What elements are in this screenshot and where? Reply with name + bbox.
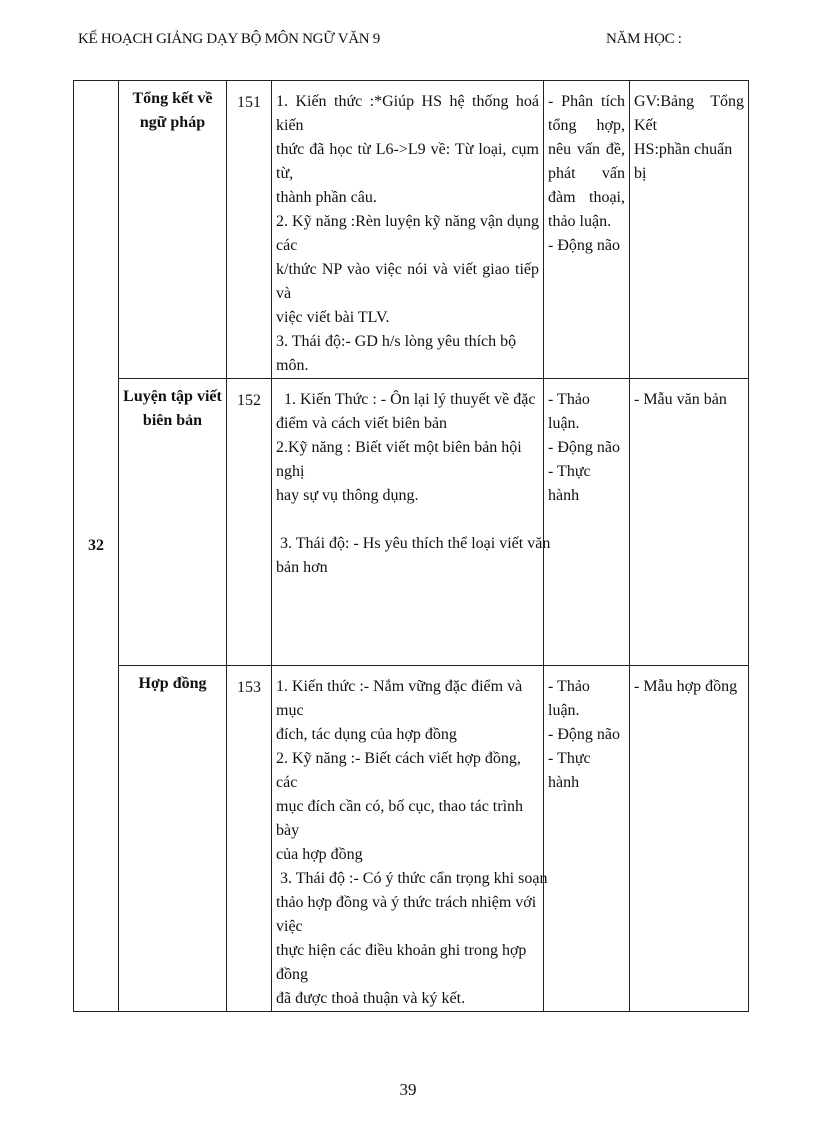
aid-line: HS:phần chuẩn bị: [634, 141, 733, 182]
goal-line: bản hơn: [276, 559, 328, 576]
aid-line: - Mẫu hợp đồng: [634, 678, 738, 695]
teaching-aids: [630, 666, 749, 1012]
goal-line: thực hiện các điều khoản ghi trong hợp đồng: [276, 942, 527, 983]
goal-line: mục đích cần có, bố cục, thao tác trình bày: [276, 798, 524, 839]
goal-line: 3. Thái độ :- Có ý thức cẩn trọng khi soạn: [276, 870, 548, 887]
table-row: [74, 379, 749, 666]
school-year-label: NĂM HỌC :: [606, 31, 682, 47]
goal-line: việc viết bài TLV.: [276, 309, 390, 326]
method-line: - Động não: [548, 439, 620, 456]
method-line: nêu vấn đề,: [548, 141, 625, 158]
document-title: KẾ HOẠCH GIẢNG DẠY BỘ MÔN NGỮ VĂN 9: [78, 31, 380, 47]
method-line: đàm thoại,: [548, 189, 625, 206]
page-number: 39: [399, 1080, 417, 1099]
table-row: [74, 666, 749, 1012]
goal-spacer: [276, 508, 539, 532]
method-line: - Phân tích: [548, 93, 625, 110]
goal-line: 1. Kiến thức :*Giúp HS hệ thống hoá kiến: [276, 93, 539, 134]
aid-line: GV:Bảng Tổng: [634, 93, 744, 110]
method-line: thảo luận.: [548, 213, 612, 230]
goal-line: điểm và cách viết biên bản: [276, 415, 448, 432]
lesson-name-line: biên bản: [142, 412, 203, 429]
teaching-aids: [630, 379, 749, 666]
goal-line: đã được thoả thuận và ký kết.: [276, 990, 466, 1007]
lesson-goals: [272, 379, 551, 666]
lesson-name-line: Hợp đồng: [138, 675, 207, 692]
week-number: 32: [74, 81, 119, 1012]
goal-line: 2. Kỹ năng :Rèn luyện kỹ năng vận dụng các: [276, 213, 539, 254]
lesson-number: 152: [227, 379, 272, 666]
method-line: - Thảo luận.: [548, 391, 590, 432]
lesson-name: [119, 666, 227, 1012]
aid-line: - Mẫu văn bản: [634, 391, 727, 408]
lesson-name-line: ngữ pháp: [139, 114, 206, 131]
method-line: - Động não: [548, 237, 620, 254]
goal-line: thành phần câu.: [276, 189, 377, 206]
teaching-methods: [544, 666, 630, 1012]
lesson-number: 151: [227, 81, 272, 379]
lesson-number: 153: [227, 666, 272, 1012]
goal-line: 2.Kỹ năng : Biết viết một biên bản hội nghị: [276, 439, 522, 480]
goal-line: 1. Kiến thức :- Nắm vững đặc điểm và mục: [276, 678, 523, 719]
method-line: - Động não: [548, 726, 620, 743]
lesson-goals: [272, 666, 548, 1012]
lesson-goals: [272, 81, 544, 379]
teaching-methods: [544, 379, 630, 666]
goal-line: k/thức NP vào việc nói và viết giao tiếp và: [276, 261, 539, 302]
method-line: tổng hợp,: [548, 117, 625, 134]
table-row: [74, 81, 749, 379]
goal-line: 3. Thái độ:- GD h/s lòng yêu thích bộ môn.: [276, 333, 517, 374]
teaching-methods: [544, 81, 630, 379]
lesson-plan-table: [73, 80, 749, 1012]
goal-line: đích, tác dụng của hợp đồng: [276, 726, 457, 743]
method-line: - Thực hành: [548, 463, 591, 504]
lesson-name: [119, 379, 227, 666]
goal-line: 2. Kỹ năng :- Biết cách viết hợp đồng, các: [276, 750, 521, 791]
lesson-name-line: Luyện tập viết: [123, 388, 222, 405]
aid-line: Kết: [634, 117, 658, 134]
goal-line: 1. Kiến Thức : - Ôn lại lý thuyết về đặc: [276, 391, 536, 408]
goal-line: 3. Thái độ: - Hs yêu thích thể loại viết văn: [276, 535, 551, 552]
method-line: - Thực hành: [548, 750, 591, 791]
goal-line: thảo hợp đồng và ý thức trách nhiệm với việc: [276, 894, 537, 935]
method-line: phát vấn: [548, 165, 625, 182]
goal-line: thức đã học từ L6->L9 về: Từ loại, cụm từ,: [276, 141, 539, 182]
goal-line: hay sự vụ thông dụng.: [276, 487, 419, 504]
goal-line: của hợp đồng: [276, 846, 363, 863]
method-line: - Thảo luận.: [548, 678, 590, 719]
teaching-aids: [630, 81, 749, 379]
lesson-name: [119, 81, 227, 379]
lesson-name-line: Tổng kết về: [132, 90, 213, 107]
